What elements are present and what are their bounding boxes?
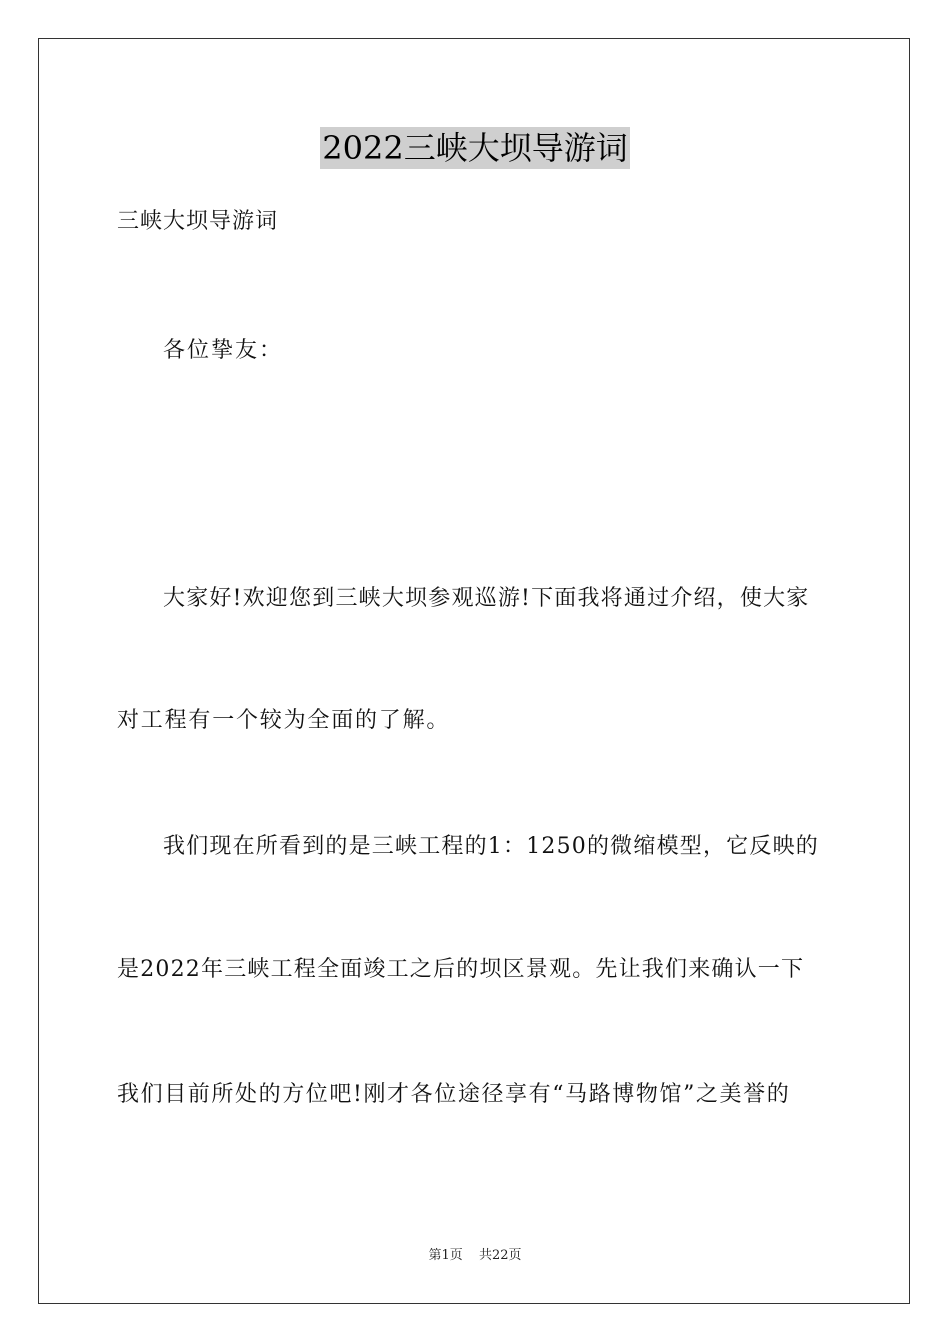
paragraph-line: 我们现在所看到的是三峡工程的1：1250的微缩模型，它反映的 [163,834,819,859]
paragraph-line: 我们目前所处的方位吧!刚才各位途径享有“马路博物馆”之美誉的 [117,1082,791,1107]
paragraph-line: 大家好!欢迎您到三峡大坝参观巡游!下面我将通过介绍，使大家 [163,586,810,611]
document-title: 2022三峡大坝导游词 [322,129,628,167]
document-subtitle: 三峡大坝导游词 [117,209,279,234]
paragraph-line: 各位挚友： [163,338,284,363]
page-total: 共22页 [478,1248,522,1263]
paragraph-line: 是2022年三峡工程全面竣工之后的坝区景观。先让我们来确认一下 [117,957,805,982]
paragraph-line: 对工程有一个较为全面的了解。 [117,708,451,733]
title-container [0,127,950,169]
page-footer [0,1247,950,1265]
page-number: 第1页 [428,1248,463,1263]
